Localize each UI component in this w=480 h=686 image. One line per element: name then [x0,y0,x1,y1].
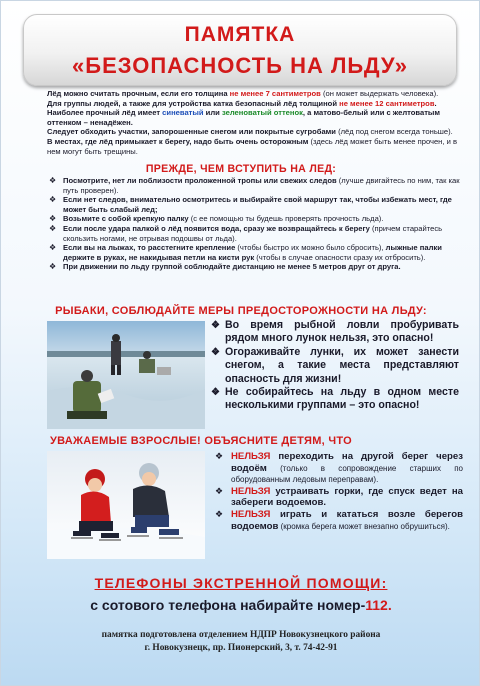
footer-line: памятка подготовлена отделением НДПР Новокузнецкого района [101,630,381,640]
fishermen-illustration [47,321,205,429]
list-item: ❖ Не собирайтесь на льду в одном месте несколькими группами – это опасно! [211,386,459,412]
intro-paragraph: Наиболее прочный лёд имеет синеватый или зеленоватый оттенок, а матово-белый или с желтоватым оттенком – ненадёжен. [47,108,441,127]
title-banner [23,14,457,86]
diamond-bullet-icon: ❖ [211,387,220,399]
list-item: ❖ НЕЛЬЗЯ переходить на другой берег через водоём (только в сопровождение старших по оборудованным ледовым переправам). [215,451,463,485]
emergency-number: 112. [365,597,392,613]
emergency-phones-title: ТЕЛЕФОНЫ ЭКСТРЕННОЙ ПОМОЩИ: [94,575,388,591]
four-diamond-bullet-icon: ❖ [215,451,224,461]
intro-text [47,89,463,156]
diamond-bullet-icon: ❖ [49,176,57,185]
diamond-bullet-icon: ❖ [49,262,57,272]
mobile-number-line: с сотового телефона набирайте номер-112. [90,597,392,613]
list-item: ❖ Возьмите с собой крепкую палку (с ее помощью ты будешь проверять прочность льда). [49,214,384,224]
diamond-bullet-icon: ❖ [49,223,57,233]
before-ice-list [49,176,463,272]
list-item: ❖ Если вы на лыжах, то расстегните крепление (чтобы быстро их можно было сбросить), лыжные палки держите в руках, не накидывая петли на кисти рук (чтобы в случае опасности сразу их отбросить). [49,243,442,262]
list-item: ❖ При движении по льду группой соблюдайте дистанцию не менее 5 метров друг от друга. [49,262,401,272]
diamond-bullet-icon: ❖ [211,320,220,331]
intro-paragraph: Следует обходить участки, запорошенные снегом или покрытые сугробами (лёд под снегом всегда тоньше). [47,127,453,137]
list-item: ❖ НЕЛЬЗЯ играть и кататься возле берегов водоемов (кромка берега может внезапно обрушиться). [215,508,463,532]
list-item: ❖ Во время рыбной ловли пробуривать рядом много лунок нельзя, это опасно! [211,319,459,345]
kids-illustration [47,451,205,559]
fishermen-photo [47,321,205,429]
diamond-bullet-icon: ❖ [49,214,57,224]
diamond-bullet-icon: ❖ [49,243,57,253]
diamond-bullet-icon: ❖ [49,195,57,205]
children-rules-list [215,451,463,532]
list-item: ❖ Если нет следов, внимательно осмотритесь и выбирайте свой маршрут так, чтобы избежать мест, где может быть слабый лед; [49,195,452,214]
diamond-bullet-icon: ❖ [211,346,220,358]
kids-skating-photo [47,451,205,559]
banner-subtitle: «БЕЗОПАСНОСТЬ НА ЛЬДУ» [72,53,408,78]
footer [1,629,480,655]
four-diamond-bullet-icon: ❖ [215,485,224,496]
section-title-fishermen: РЫБАКИ, СОБЛЮДАЙТЕ МЕРЫ ПРЕДОСТОРОЖНОСТИ НА ЛЬДУ: [55,305,427,317]
list-item: ❖ Если после удара палкой о лёд появится вода, сразу же возвращайтесь к берегу (причем старайтесь скользить ногами, не отрывая подошвы от льда). [49,223,443,243]
section-title-adults: УВАЖАЕМЫЕ ВЗРОСЛЫЕ! ОБЪЯСНИТЕ ДЕТЯМ, ЧТО [49,435,353,447]
list-item: ❖ Посмотрите, нет ли поблизости проложенной тропы или свежих следов (лучше двигайтесь по ним, так как путь проверен). [49,176,460,195]
footer-address: г. Новокузнецк, пр. Пионерский, 3, т. 74-42-91 [144,643,338,653]
intro-paragraph: Для группы людей, а также для устройства катка безопасный лёд толщиной не менее 12 сантиметров. [47,98,437,108]
fishermen-list [211,319,459,413]
four-diamond-bullet-icon: ❖ [215,508,224,519]
banner-title: ПАМЯТКА [184,23,296,46]
intro-paragraph: Лёд можно считать прочным, если его толщина не менее 7 сантиметров (он может выдержать человека). [47,89,439,98]
intro-paragraph: В местах, где лёд примыкает к берегу, надо быть очень осторожным (здесь лёд может быть менее прочен, и в нем могут быть трещины. [47,136,457,156]
section-title-before-ice: ПРЕЖДЕ, ЧЕМ ВСТУПИТЬ НА ЛЕД: [145,163,337,175]
list-item: ❖ Огораживайте лунки, их может занести снегом, а такие места представляют опасность для жизни! [211,345,459,385]
list-item: ❖ НЕЛЬЗЯ устраивать горки, где спуск ведет на забереги водоемов. [215,485,463,509]
